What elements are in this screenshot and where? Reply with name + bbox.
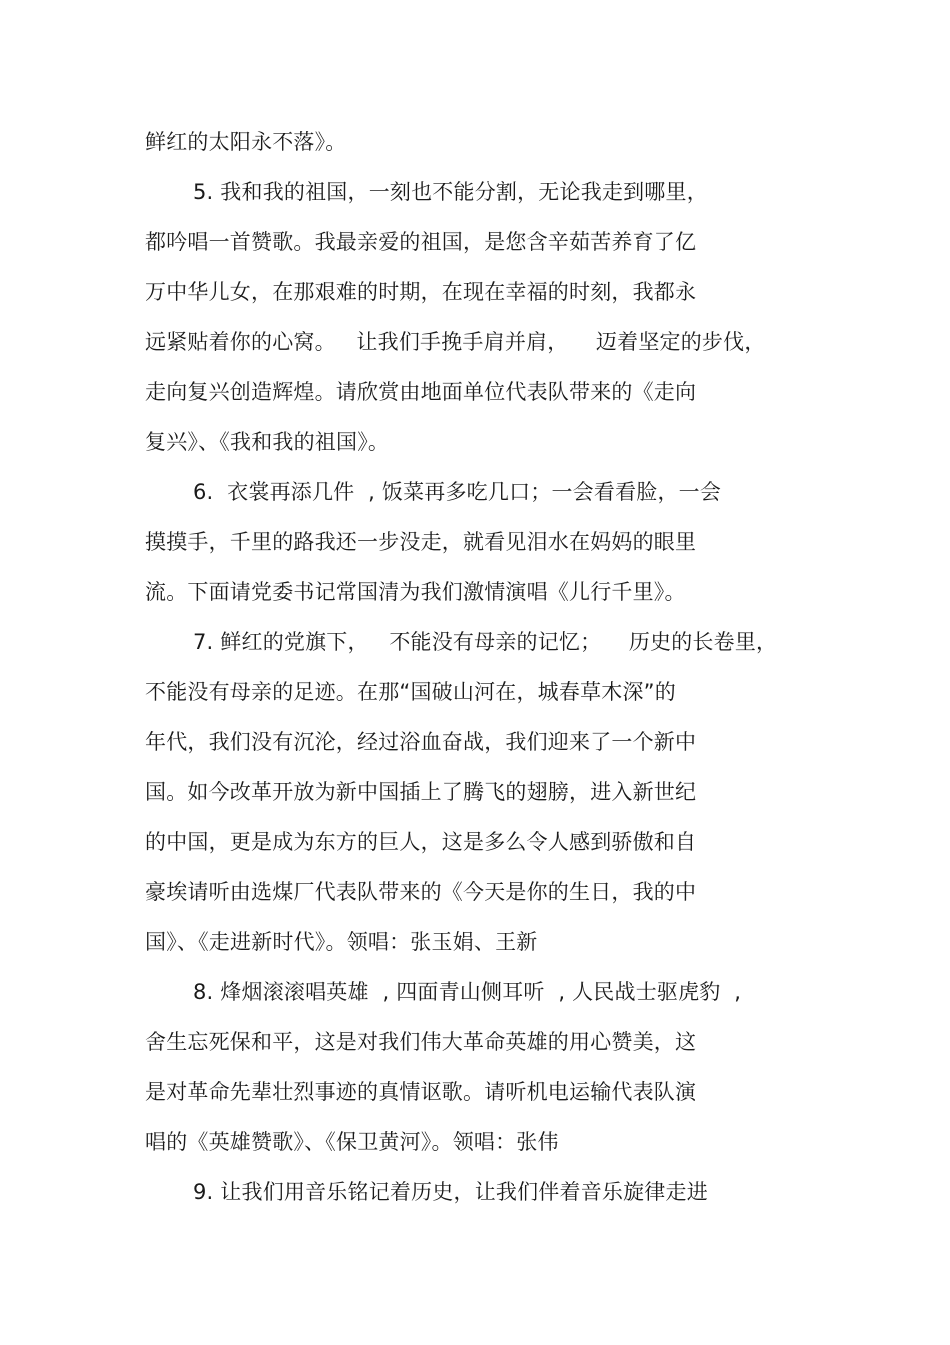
text-line: 远紧贴着你的心窝。 让我们手挽手肩并肩， 迈着坚定的步伐， (145, 330, 766, 354)
text-line: 摸摸手，千里的路我还一步没走，就看见泪水在妈妈的眼里 (145, 530, 697, 554)
text-line: 万中华儿女，在那艰难的时期，在现在幸福的时刻，我都永 (145, 280, 697, 304)
text-line: 9. 让我们用音乐铭记着历史，让我们伴着音乐旋律走进 (193, 1180, 708, 1204)
text-line: 年代，我们没有沉沦，经过浴血奋战，我们迎来了一个新中 (145, 730, 697, 754)
text-line: 豪埃请听由选煤厂代表队带来的《今天是你的生日，我的中 (145, 880, 697, 904)
text-line: 6. 衣裳再添几件 , 饭菜再多吃几口；一会看看脸，一会 (193, 480, 722, 504)
text-line: 的中国，更是成为东方的巨人，这是多么令人感到骄傲和自 (145, 830, 697, 854)
text-line: 走向复兴创造辉煌。请欣赏由地面单位代表队带来的《走向 (145, 380, 697, 404)
text-line: 不能没有母亲的足迹。在那“国破山河在，城春草木深”的 (145, 680, 676, 704)
text-line: 流。下面请党委书记常国清为我们激情演唱《儿行千里》。 (145, 580, 686, 604)
text-line: 都吟唱一首赞歌。我最亲爱的祖国，是您含辛茹苦养育了亿 (145, 230, 697, 254)
text-line: 是对革命先辈壮烈事迹的真情讴歌。请听机电运输代表队演 (145, 1080, 697, 1104)
text-line: 5. 我和我的祖国，一刻也不能分割，无论我走到哪里， (193, 180, 708, 204)
text-line: 鲜红的太阳永不落》。 (145, 130, 347, 154)
text-line: 8. 烽烟滚滚唱英雄 , 四面青山侧耳听 , 人民战士驱虎豹 , (193, 980, 742, 1004)
text-line: 舍生忘死保和平，这是对我们伟大革命英雄的用心赞美，这 (145, 1030, 697, 1054)
text-line: 国》、《走进新时代》。领唱：张玉娟、王新 (145, 930, 538, 954)
text-line: 唱的《英雄赞歌》、《保卫黄河》。领唱：张伟 (145, 1130, 559, 1154)
text-line: 复兴》、《我和我的祖国》。 (145, 430, 390, 454)
text-line: 7. 鲜红的党旗下， 不能没有母亲的记忆； 历史的长卷里， (193, 630, 778, 654)
text-line: 国。如今改革开放为新中国插上了腾飞的翅膀，进入新世纪 (145, 780, 697, 804)
